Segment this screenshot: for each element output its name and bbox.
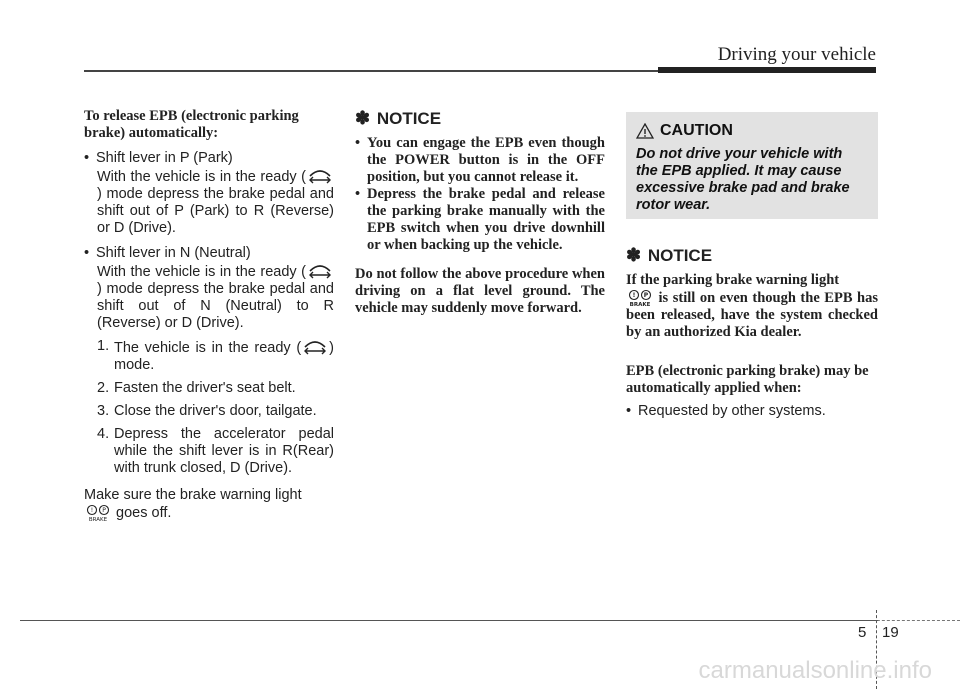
warning-triangle-icon [636,123,654,139]
brake-warning-notice: If the parking brake warning light ! P BRAKE is still on even though the EPB has been released, have the system checked by an authorized Kia dealer. [626,272,878,340]
ready-car-icon [306,167,334,185]
make-sure-text: Make sure the brake warning light ! P BRAKE goes off. [84,487,302,522]
step-item: 1. The vehicle is in the ready ( ) mode. [97,338,334,373]
svg-text:!: ! [90,507,94,515]
ready-car-icon [306,262,334,280]
bullet-park: • Shift lever in P (Park) With the vehicle is in the ready () mode depress the brake pedal and shift out of P (Park) to R (Reverse) or D (Drive). [84,150,334,236]
column-middle [355,108,605,317]
notice-star-icon: ✽ [355,108,371,128]
column-right [626,112,878,420]
notice-heading: ✽ NOTICE [355,108,442,128]
step-item: 3. Close the driver's door, tailgate. [97,403,317,419]
notice-paragraph: Do not follow the above procedure when driving on a flat level ground. The vehicle may suddenly move forward. [355,266,605,316]
step-item: 2. Fasten the driver's seat belt. [97,380,296,396]
footer-rule-dark [20,620,878,621]
svg-text:P: P [643,292,649,300]
page-number: 19 [882,624,899,641]
notice-heading: ✽ NOTICE [626,245,713,265]
bullet-neutral-label: Shift lever in N (Neutral) [96,245,251,261]
svg-text:BRAKE: BRAKE [88,517,108,522]
brake-warning-light-icon [626,289,654,307]
steps-list [84,338,334,477]
caution-text: Do not drive your vehicle with the EPB applied. It may cause excessive brake pad and brake rotor wear. [636,146,850,213]
caution-heading: CAUTION [636,122,866,140]
watermark: carmanualsonline.info [698,657,932,684]
header-rule-accent [658,67,876,73]
svg-text:!: ! [632,292,636,300]
brake-warning-light-icon [84,504,112,522]
bullet-neutral: • Shift lever in N (Neutral) With the vehicle is in the ready () mode depress the brake pedal and shift out of N (Neutral) to R (Reverse) or D (Drive). [84,245,334,331]
svg-text:BRAKE: BRAKE [629,302,651,307]
notice-item: • Depress the brake pedal and release the parking brake manually with the EPB switch when you drive downhill or when backing up the vehicle. [355,186,605,253]
step-item: 4. Depress the accelerator pedal while the shift lever is in R(Rear) with trunk closed, D (Drive). [97,426,334,476]
column-left [84,108,334,522]
bullet-park-desc: With the vehicle is in the ready () mode depress the brake pedal and shift out of P (Park) to R (Reverse) or D (Drive). [97,169,334,236]
release-heading: To release EPB (electronic parking brake) automatically: [84,108,299,141]
ready-car-icon [301,338,329,356]
bullet-park-label: Shift lever in P (Park) [96,150,233,166]
notice-list [355,135,605,254]
caution-box [626,112,878,219]
chapter-number: 5 [858,624,867,641]
page-header-title: Driving your vehicle [717,44,876,65]
notice-star-icon: ✽ [626,245,642,265]
bullet-neutral-desc: With the vehicle is in the ready () mode depress the brake pedal and shift out of N (Neutral) to R (Reverse) or D (Drive). [97,264,334,331]
notice-item: • You can engage the EPB even though the POWER button is in the OFF position, but you cannot release it. [355,135,605,185]
auto-apply-bullet: • Requested by other systems. [626,403,826,419]
auto-apply-heading: EPB (electronic parking brake) may be automatically applied when: [626,363,869,396]
svg-text:P: P [102,507,106,515]
